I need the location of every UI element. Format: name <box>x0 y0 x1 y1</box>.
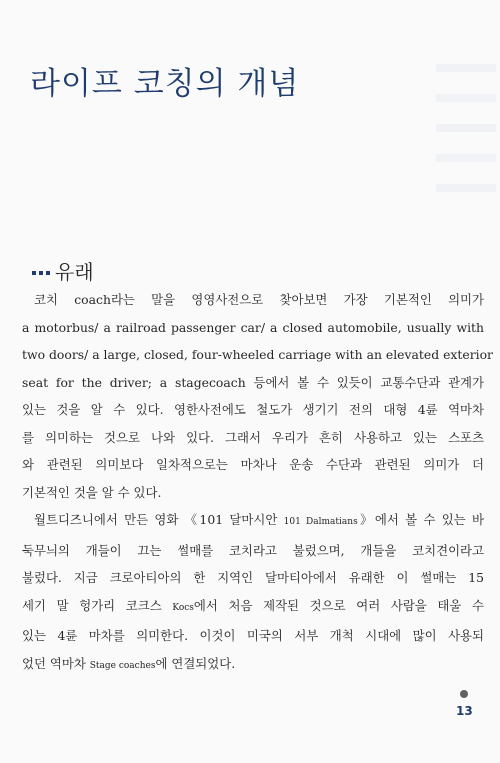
page-title: 라이프 코칭의 개념 <box>30 66 300 102</box>
page-number: 13 <box>456 704 473 718</box>
english-gloss: 101 Dalmatians <box>283 517 358 527</box>
bleed-through-mark <box>436 184 496 192</box>
section-heading <box>32 256 94 285</box>
text-line <box>22 506 484 537</box>
text-line: 기본적인 것을 알 수 있다. <box>22 484 162 500</box>
bullet-dots-icon <box>32 271 50 275</box>
text-line: 와 관련된 의미보다 일차적으로는 마차나 운송 수단과 관련된 의미가 더 <box>22 457 484 472</box>
english-gloss: Kocs <box>172 602 194 613</box>
section-heading-text: 유래 <box>55 260 94 284</box>
text-line <box>22 650 484 681</box>
text-run: 었던 역마차 <box>22 655 90 671</box>
text-line <box>22 592 484 623</box>
paragraph-1 <box>22 286 493 506</box>
body-text <box>22 286 493 680</box>
bleed-through-mark <box>436 154 496 162</box>
text-run: 》에서 볼 수 있는 바 <box>357 512 484 527</box>
bleed-through-mark <box>436 94 496 102</box>
text-run: 에 연결되었다. <box>155 655 236 671</box>
paragraph-2 <box>22 506 484 680</box>
text-run: 세기 말 헝가리 코크스 <box>22 597 173 613</box>
text-line: a motorbus/ a railroad passenger car/ a closed automobile, usually with <box>22 319 484 335</box>
text-line: two doors/ a large, closed, four-wheeled carriage with an elevated exterior <box>22 347 493 362</box>
text-run: 에서 처음 제작된 것으로 여러 사람을 태울 수 <box>193 597 484 613</box>
text-line: seat for the driver; a stagecoach 등에서 볼 수 있듯이 교통수단과 관계가 <box>22 374 484 390</box>
text-line: 있는 것을 알 수 있다. 영한사전에도 철도가 생기기 전의 대형 4륜 역마차 <box>22 402 484 417</box>
bleed-through-mark <box>436 64 496 72</box>
text-line: 를 의미하는 것으로 나와 있다. 그래서 우리가 흔히 사용하고 있는 스포츠 <box>22 429 484 445</box>
text-run: 월트디즈니에서 만든 영화 《101 달마시안 <box>34 512 284 527</box>
text-line: 코치 coach라는 말을 영영사전으로 찾아보면 가장 기본적인 의미가 <box>34 292 484 307</box>
text-line: 있는 4륜 마차를 의미한다. 이것이 미국의 서부 개척 시대에 많이 사용되 <box>22 628 484 643</box>
english-gloss: Stage coaches <box>89 660 156 671</box>
bleed-through-mark <box>436 124 496 132</box>
page-marker-dot-icon <box>460 690 468 698</box>
text-line: 둑무늬의 개들이 끄는 썰매를 코치라고 불렀으며, 개들을 코치견이라고 <box>22 542 484 558</box>
text-line: 불렀다. 지금 크로아티아의 한 지역인 달마티아에서 유래한 이 썰매는 15 <box>22 570 484 585</box>
